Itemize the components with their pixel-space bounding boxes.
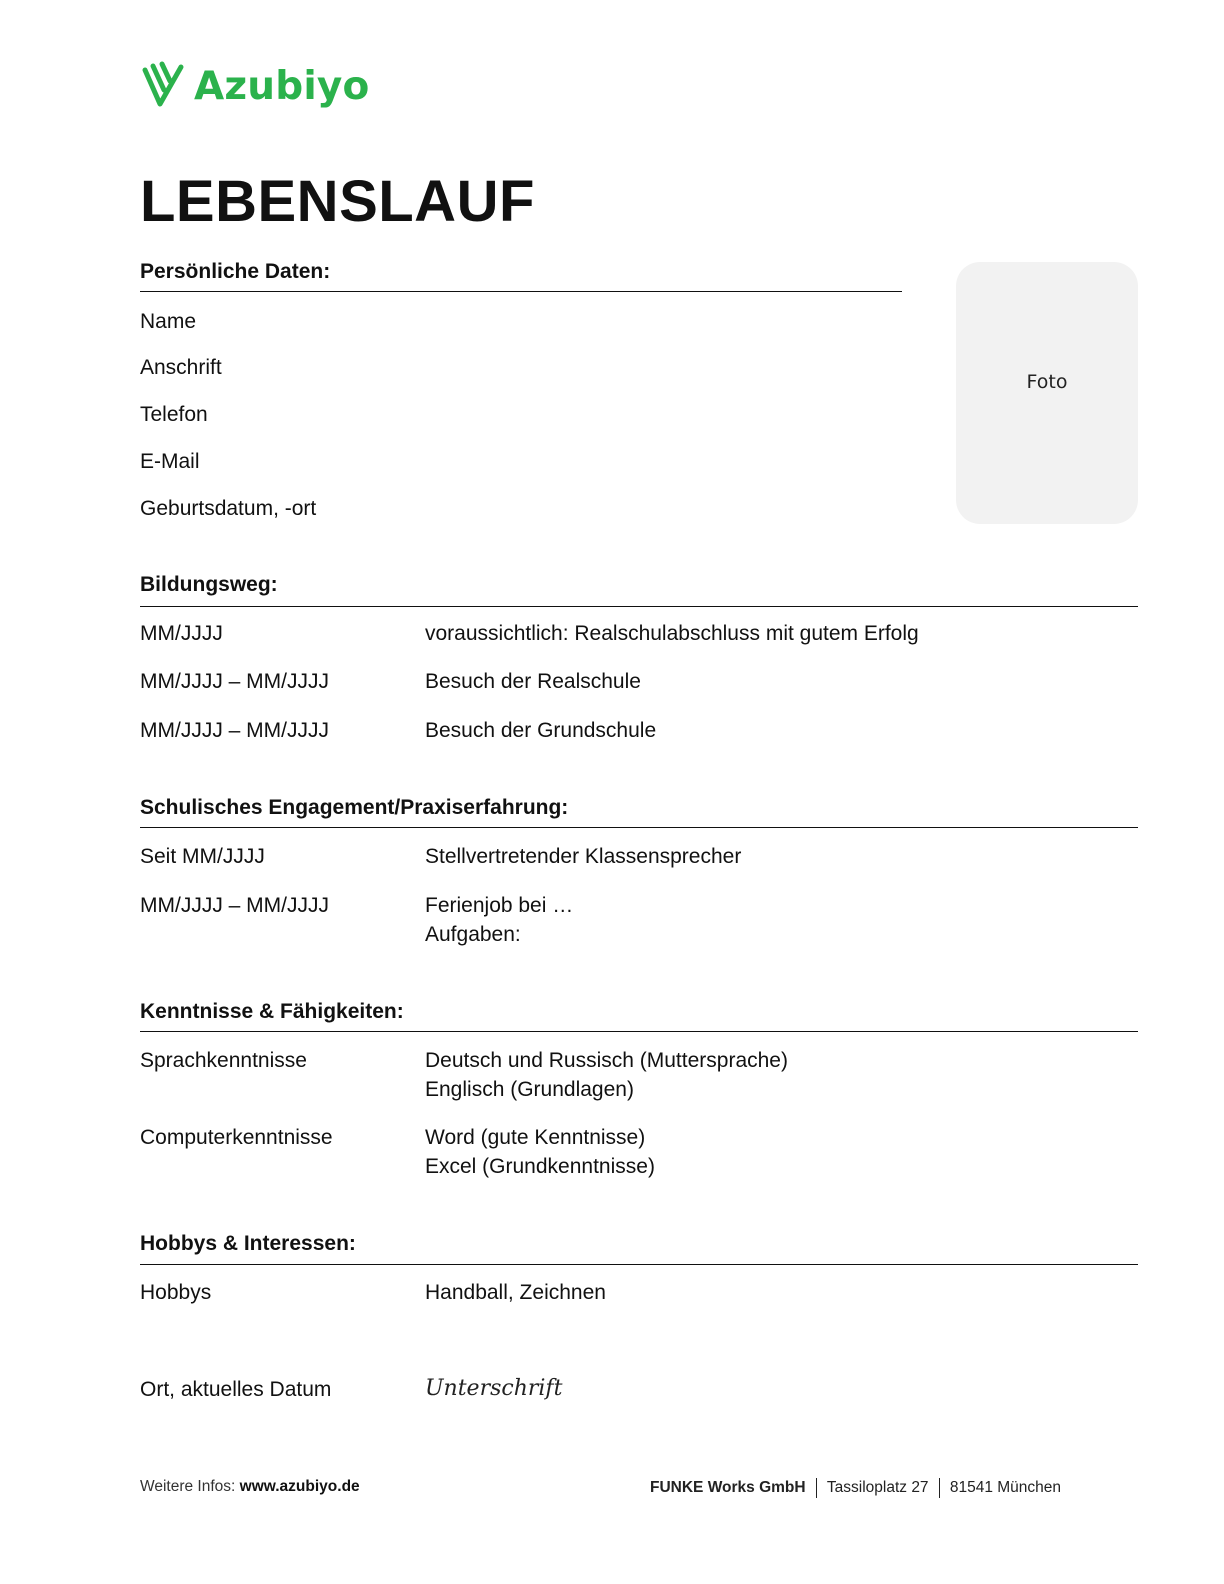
skills-entry: Word (gute Kenntnisse) Excel (Grundkenntnisse) [425, 1126, 655, 1178]
footer-separator [816, 1478, 817, 1498]
section-hobbies-heading: Hobbys & Interessen: [140, 1232, 356, 1255]
footer-link[interactable]: www.azubiyo.de [239, 1478, 360, 1495]
azubiyo-logo-icon [140, 60, 186, 112]
section-skills-divider [140, 1031, 1138, 1032]
section-engagement-divider [140, 827, 1138, 828]
footer-street: Tassiloplatz 27 [826, 1479, 929, 1496]
section-personal-divider [140, 291, 902, 292]
education-entry: Besuch der Grundschule [425, 719, 657, 742]
brand-logo [140, 58, 370, 114]
section-education-divider [140, 606, 1138, 607]
footer-company: FUNKE Works GmbH [650, 1479, 806, 1496]
footer-address [650, 1478, 1061, 1498]
skills-label: Computerkenntnisse [140, 1126, 333, 1149]
place-date: Ort, aktuelles Datum [140, 1378, 332, 1401]
education-entry: Besuch der Realschule [425, 670, 641, 693]
field-birth: Geburtsdatum, -ort [140, 497, 317, 520]
education-date: MM/JJJJ – MM/JJJJ [140, 670, 329, 693]
engagement-entry: Stellvertretender Klassensprecher [425, 845, 742, 868]
engagement-entry: Ferienjob bei … Aufgaben: [425, 894, 574, 946]
hobbies-entry: Handball, Zeichnen [425, 1281, 606, 1304]
field-address: Anschrift [140, 356, 222, 379]
section-engagement-heading: Schulisches Engagement/Praxiserfahrung: [140, 796, 569, 819]
footer-separator [939, 1478, 940, 1498]
footer-city: 81541 München [949, 1479, 1062, 1496]
page-title: LEBENSLAUF [140, 169, 535, 234]
section-education-heading: Bildungsweg: [140, 573, 278, 596]
section-skills-heading: Kenntnisse & Fähigkeiten: [140, 1000, 404, 1023]
skills-entry: Deutsch und Russisch (Muttersprache) Englisch (Grundlagen) [425, 1049, 788, 1101]
brand-name: Azubiyo [194, 63, 370, 109]
education-date: MM/JJJJ [140, 622, 223, 645]
signature: Unterschrift [425, 1376, 563, 1401]
engagement-date: MM/JJJJ – MM/JJJJ [140, 894, 329, 917]
engagement-date: Seit MM/JJJJ [140, 845, 265, 868]
field-name: Name [140, 310, 197, 333]
photo-label: Foto [1026, 371, 1068, 393]
footer-info: Weitere Infos: www.azubiyo.de [140, 1478, 360, 1495]
education-date: MM/JJJJ – MM/JJJJ [140, 719, 329, 742]
field-email: E-Mail [140, 450, 200, 473]
field-phone: Telefon [140, 403, 208, 426]
skills-label: Sprachkenntnisse [140, 1049, 307, 1072]
section-hobbies-divider [140, 1264, 1138, 1265]
education-entry: voraussichtlich: Realschulabschluss mit gutem Erfolg [425, 622, 919, 645]
hobbies-label: Hobbys [140, 1281, 212, 1304]
photo-placeholder [956, 262, 1138, 524]
section-personal-heading: Persönliche Daten: [140, 260, 331, 283]
